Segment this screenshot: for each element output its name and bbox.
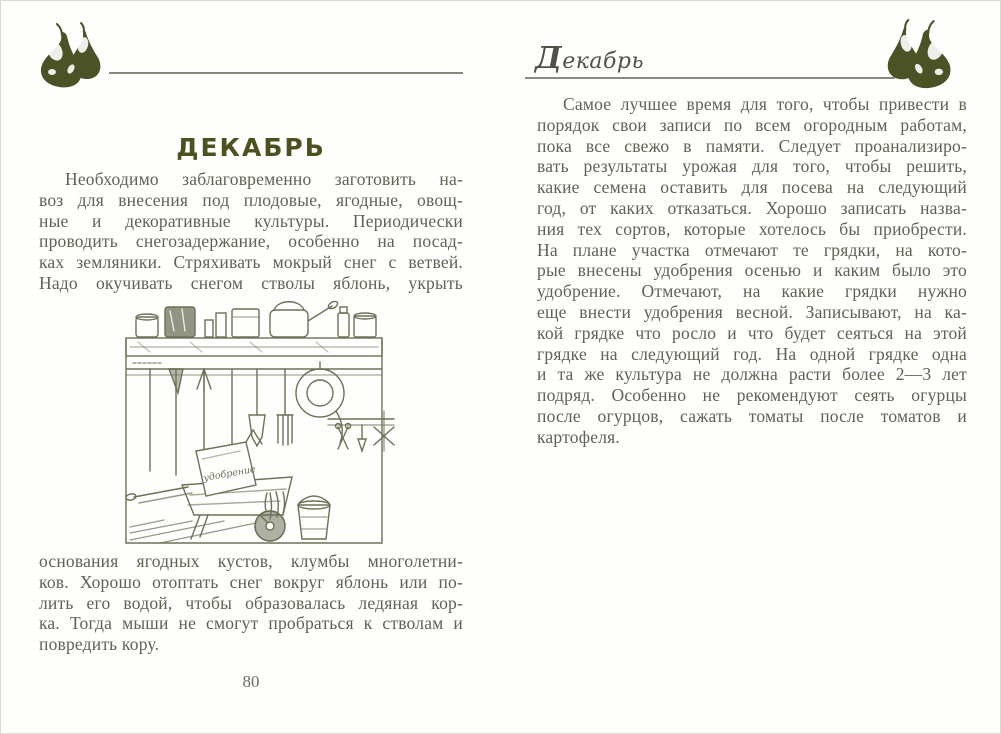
text-line: рые внесены удобрения осенью и каким было это (537, 260, 967, 281)
text-line: год, от каких отказаться. Хорошо записать назва- (537, 197, 967, 218)
text-line: ния тех сортов, которые хотелось бы приобрести. (537, 218, 967, 239)
chapter-title: ДЕКАБРЬ (176, 133, 326, 162)
running-header: Декабрь (535, 41, 644, 76)
pears-ornament-icon (31, 21, 103, 93)
text-line: воз для внесения под плодовые, ягодные, овощ- (39, 189, 463, 210)
text-line: порядок свои записи по всем огородным работам, (537, 114, 967, 135)
text-line: кой грядке что росло и что будет сеяться на этой (537, 322, 967, 343)
text-line: ные и декоративные культуры. Периодически (39, 210, 463, 231)
text-line: основания ягодных кустов, клумбы многолетни- (39, 551, 463, 571)
text-line: и та же культура не должна расти более 2—3 лет (537, 364, 967, 385)
header-rule-left (109, 72, 463, 74)
text-line: Необходимо заблаговременно заготовить на- (65, 169, 463, 189)
text-line: пока все свежо в памяти. Следует проанализиро- (537, 135, 967, 156)
text-line: какие семена оставить для посева на следующий (537, 177, 967, 198)
text-line: ках земляники. Стряхивать мокрый снег с ветвей. (39, 252, 463, 273)
text-line: ков. Хорошо отоптать снег вокруг яблонь или по- (39, 571, 463, 592)
page-number: 80 (242, 672, 260, 691)
text-line: Надо окучивать снегом стволы яблонь, укрыть (39, 272, 463, 293)
text-line: удобрение. Отмечают, на какие грядки нужно (537, 281, 967, 302)
text-line: ка. Тогда мыши не смогут пробраться к стволам и (39, 613, 463, 634)
text-line: лить его водой, чтобы образовалась ледяная кор- (39, 592, 463, 613)
text-line: повредить кору. (39, 634, 160, 655)
text-line: вать результаты урожая для того, чтобы решить, (537, 156, 967, 177)
header-rule-right (525, 77, 895, 79)
text-line: подряд. Особенно не рекомендуют сеять огурцы (537, 385, 967, 406)
text-line: проводить снегозадержание, особенно на посад- (39, 231, 463, 252)
left-paragraph-2 (39, 551, 463, 655)
text-line: после огурцов, сажать томаты после томатов и (537, 405, 967, 426)
text-line: картофеля. (537, 426, 620, 447)
fertilizer-sack-label: удобрение (202, 463, 257, 484)
garden-shed-illustration (120, 299, 402, 547)
left-paragraph-1 (39, 169, 463, 294)
text-line: Самое лучшее время для того, чтобы привести в (563, 94, 967, 114)
text-line: грядке на следующий год. На одной грядке одна (537, 343, 967, 364)
text-line: еще внести удобрения весной. Записывают, на ка- (537, 301, 967, 322)
right-body-paragraph (537, 94, 967, 448)
text-line: На плане участка отмечают те грядки, на кото- (537, 239, 967, 260)
pears-ornament-icon (885, 19, 961, 93)
